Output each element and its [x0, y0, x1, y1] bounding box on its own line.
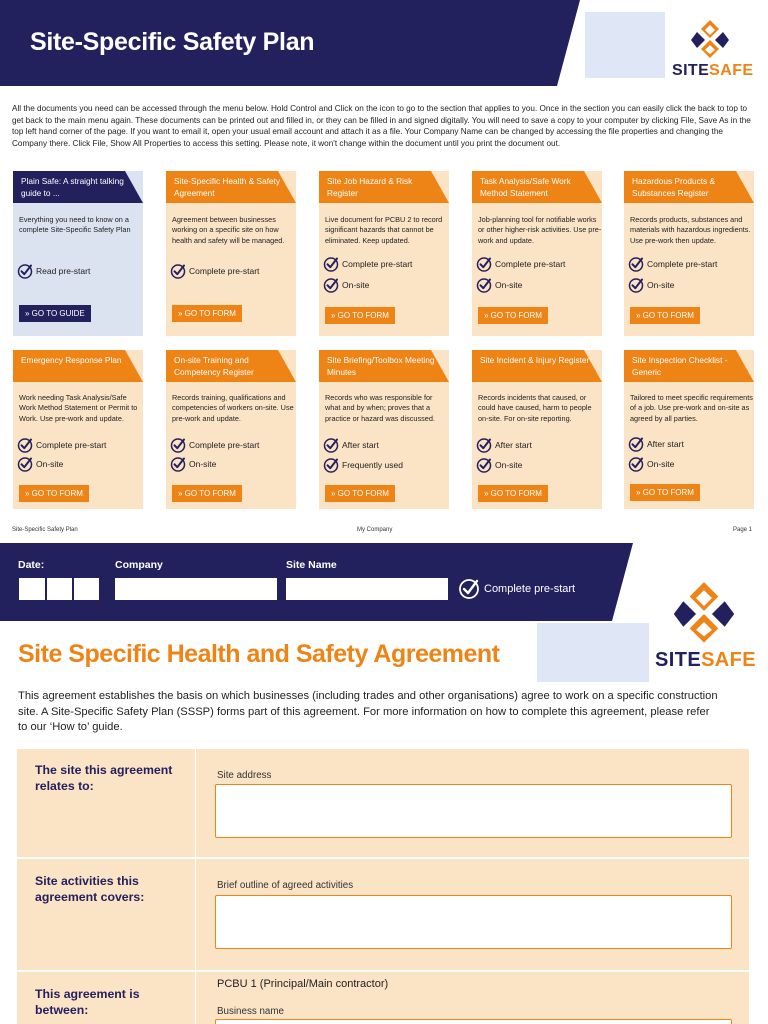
logo-wordmark: SITESAFE	[655, 649, 757, 671]
row-label-site: The site this agreement relates to:	[35, 763, 173, 793]
check-circle-icon	[628, 436, 644, 452]
card-check-label: After start	[495, 440, 532, 450]
card-check-label: Complete pre-start	[36, 440, 107, 450]
page-title: Site-Specific Safety Plan	[30, 28, 315, 56]
card-title: Site Incident & Injury Register	[480, 355, 590, 365]
card-check-label: Complete pre-start	[495, 259, 566, 269]
business-name-label: Business name	[217, 1006, 284, 1017]
card-check-item	[323, 437, 379, 453]
card-go-button[interactable]: » GO TO FORM	[172, 305, 242, 322]
document-card	[166, 171, 296, 336]
card-go-button[interactable]: » GO TO FORM	[325, 307, 395, 324]
card-check-label: Read pre-start	[36, 266, 91, 276]
card-header	[13, 350, 143, 382]
check-circle-icon	[17, 456, 33, 472]
card-header	[319, 171, 449, 203]
card-go-button[interactable]: » GO TO FORM	[478, 307, 548, 324]
card-title: Site-Specific Health & Safety Agreement	[174, 176, 281, 198]
card-check-item	[323, 457, 403, 473]
check-circle-icon	[628, 277, 644, 293]
document-card	[472, 350, 602, 509]
card-description: Everything you need to know on a complete Site-Specific Safety Plan	[19, 215, 131, 235]
footer-company: My Company	[357, 527, 393, 533]
check-circle-icon	[476, 437, 492, 453]
date-year-input[interactable]	[73, 577, 100, 601]
agreement-intro: This agreement establishes the basis on which businesses (including trades and other organisations) agree to work on a specific construction site. A Site-Specific Safety Plan (SSSP) forms part of this agreement. For more information on how to complete this agreement, please refer to our ‘How to’ guide.	[18, 690, 718, 733]
card-check-item	[323, 277, 369, 293]
agreement-title: Site Specific Health and Safety Agreement	[18, 640, 500, 668]
card-title: Plain Safe: A straight talking guide to ...	[21, 176, 124, 198]
card-title: On-site Training and Competency Register	[174, 355, 254, 377]
check-circle-icon	[628, 456, 644, 472]
footer-page-number: Page 1	[733, 527, 753, 533]
check-circle-icon	[628, 256, 644, 272]
company-input[interactable]	[114, 577, 278, 601]
table-row-divider	[17, 857, 749, 859]
card-check-label: On-site	[189, 459, 217, 469]
card-check-label: On-site	[647, 459, 675, 469]
sitesafe-logo-2	[655, 582, 757, 672]
check-circle-icon	[476, 256, 492, 272]
card-check-label: Complete pre-start	[342, 259, 413, 269]
company-label: Company	[115, 559, 163, 571]
footer-doc-name: Site-Specific Safety Plan	[12, 527, 78, 533]
card-header	[319, 350, 449, 382]
card-check-item	[476, 457, 522, 473]
card-go-button[interactable]: » GO TO FORM	[630, 307, 700, 324]
logo-placeholder-box-2	[537, 623, 649, 682]
activities-outline-input[interactable]	[215, 895, 732, 949]
check-circle-icon	[476, 457, 492, 473]
card-check-label: On-site	[342, 280, 370, 290]
card-check-item	[17, 456, 63, 472]
sitesafe-logo-mark-icon	[669, 582, 739, 646]
check-circle-icon	[170, 437, 186, 453]
card-check-item	[17, 437, 106, 453]
document-card	[319, 171, 449, 336]
card-header	[166, 350, 296, 382]
site-name-input[interactable]	[285, 577, 449, 601]
check-circle-icon	[458, 578, 480, 600]
card-description: Records who was responsible for what and by when; proves that a practice or hazard was discussed.	[325, 393, 435, 423]
card-check-item	[476, 256, 565, 272]
document-card	[13, 350, 143, 509]
card-description: Records training, qualifications and competencies of workers on-site. Use pre-work and update.	[172, 393, 294, 423]
row-label-activities: Site activities this agreement covers:	[35, 874, 145, 904]
card-header	[472, 171, 602, 203]
card-header	[13, 171, 143, 203]
activities-outline-label: Brief outline of agreed activities	[217, 880, 354, 891]
card-title: Emergency Response Plan	[21, 355, 122, 365]
card-title: Site Inspection Checklist - Generic	[632, 355, 728, 377]
pcbu1-heading: PCBU 1 (Principal/Main contractor)	[217, 978, 389, 990]
card-check-label: After start	[647, 439, 684, 449]
date-day-input[interactable]	[18, 577, 46, 601]
date-month-input[interactable]	[46, 577, 73, 601]
card-title: Hazardous Products & Substances Register	[632, 176, 716, 198]
card-check-label: On-site	[36, 459, 64, 469]
document-card	[166, 350, 296, 509]
card-check-label: Complete pre-start	[647, 259, 718, 269]
card-check-item	[476, 437, 532, 453]
document-card	[13, 171, 143, 336]
card-go-button[interactable]: » GO TO GUIDE	[19, 305, 91, 322]
site-address-label: Site address	[217, 770, 272, 781]
complete-pre-start-check	[458, 578, 575, 600]
card-check-item	[628, 277, 674, 293]
card-check-label: Complete pre-start	[189, 266, 260, 276]
logo-placeholder-box	[585, 12, 665, 78]
site-name-label: Site Name	[286, 559, 337, 571]
card-description: Tailored to meet specific requirements of a job. Use pre-work and on-site as agreed by all parties.	[630, 393, 753, 423]
card-description: Work needing Task Analysis/Safe Work Method Statement or Permit to Work. Use pre-work and update.	[19, 393, 138, 423]
card-check-label: On-site	[495, 280, 523, 290]
card-check-label: Complete pre-start	[189, 440, 260, 450]
card-check-item	[476, 277, 522, 293]
card-title: Site Briefing/Toolbox Meeting Minutes	[327, 355, 435, 377]
date-label: Date:	[18, 559, 45, 571]
card-description: Agreement between businesses working on a specific site on how health and safety will be managed.	[172, 215, 285, 245]
card-check-label: After start	[342, 440, 379, 450]
card-description: Records products, substances and materials with hazardous ingredients. Use pre-work then update.	[630, 215, 751, 245]
check-circle-icon	[17, 437, 33, 453]
card-check-label: On-site	[647, 280, 675, 290]
card-go-button[interactable]: » GO TO FORM	[325, 485, 395, 502]
check-circle-icon	[170, 263, 186, 279]
document-card	[472, 171, 602, 336]
logo-wordmark: SITESAFE	[672, 62, 754, 79]
check-circle-icon	[323, 256, 339, 272]
card-check-item	[170, 456, 216, 472]
card-check-item	[628, 436, 684, 452]
card-go-button[interactable]: » GO TO FORM	[630, 484, 700, 501]
check-circle-icon	[17, 263, 33, 279]
sitesafe-logo-mark-icon	[688, 20, 732, 60]
card-check-item	[170, 437, 259, 453]
card-header	[624, 171, 754, 203]
card-check-item	[628, 456, 674, 472]
document-card	[624, 171, 754, 336]
card-description: Job-planning tool for notifiable works or other higher-risk activities. Use pre-work and update.	[478, 215, 602, 245]
document-card	[624, 350, 754, 509]
sitesafe-logo	[672, 20, 754, 80]
card-header	[166, 171, 296, 203]
check-circle-icon	[323, 437, 339, 453]
card-title: Site Job Hazard & Risk Register	[327, 176, 413, 198]
table-column-divider	[195, 749, 196, 1024]
card-description: Records incidents that caused, or could have caused, harm to people on-site. For on-site reporting.	[478, 393, 592, 423]
card-go-button[interactable]: » GO TO FORM	[172, 485, 242, 502]
document-card	[319, 350, 449, 509]
intro-paragraph: All the documents you need can be accessed through the menu below. Hold Control and Click on the icon to go to the section that applies to you. Once in the section you can easily click the back to top to get back to the main menu again. These documents can be printed out and filled in, or they can be filled in and signed digitally. You will need to save a copy to your computer by clicking File, Save As in the top left hand corner of the page. If you want to email it, open your usual email account and attach it as a file. Your Company Name can be changed by accessing the file properties and changing the Company there. Click File, Show All Properties to access this setting. Please note, it won't change within the document until you print the document out.	[12, 104, 751, 148]
card-description: Live document for PCBU 2 to record significant hazards that cannot be eliminated. Keep updated.	[325, 215, 443, 245]
card-check-item	[170, 263, 259, 279]
check-circle-icon	[476, 277, 492, 293]
site-address-input[interactable]	[215, 784, 732, 838]
card-title: Task Analysis/Safe Work Method Statement	[480, 176, 571, 198]
complete-pre-start-text: Complete pre-start	[484, 583, 576, 595]
card-check-item	[628, 256, 717, 272]
card-go-button[interactable]: » GO TO FORM	[19, 485, 89, 502]
check-circle-icon	[323, 277, 339, 293]
card-header	[472, 350, 602, 382]
table-row-divider	[17, 970, 749, 972]
card-check-label: On-site	[495, 460, 523, 470]
row-label-parties: This agreement is between:	[35, 987, 140, 1017]
card-check-label: Frequently used	[342, 460, 403, 470]
check-circle-icon	[323, 457, 339, 473]
card-header	[624, 350, 754, 382]
card-check-item	[17, 263, 90, 279]
card-check-item	[323, 256, 412, 272]
card-go-button[interactable]: » GO TO FORM	[478, 485, 548, 502]
business-name-input[interactable]	[215, 1019, 732, 1024]
check-circle-icon	[170, 456, 186, 472]
